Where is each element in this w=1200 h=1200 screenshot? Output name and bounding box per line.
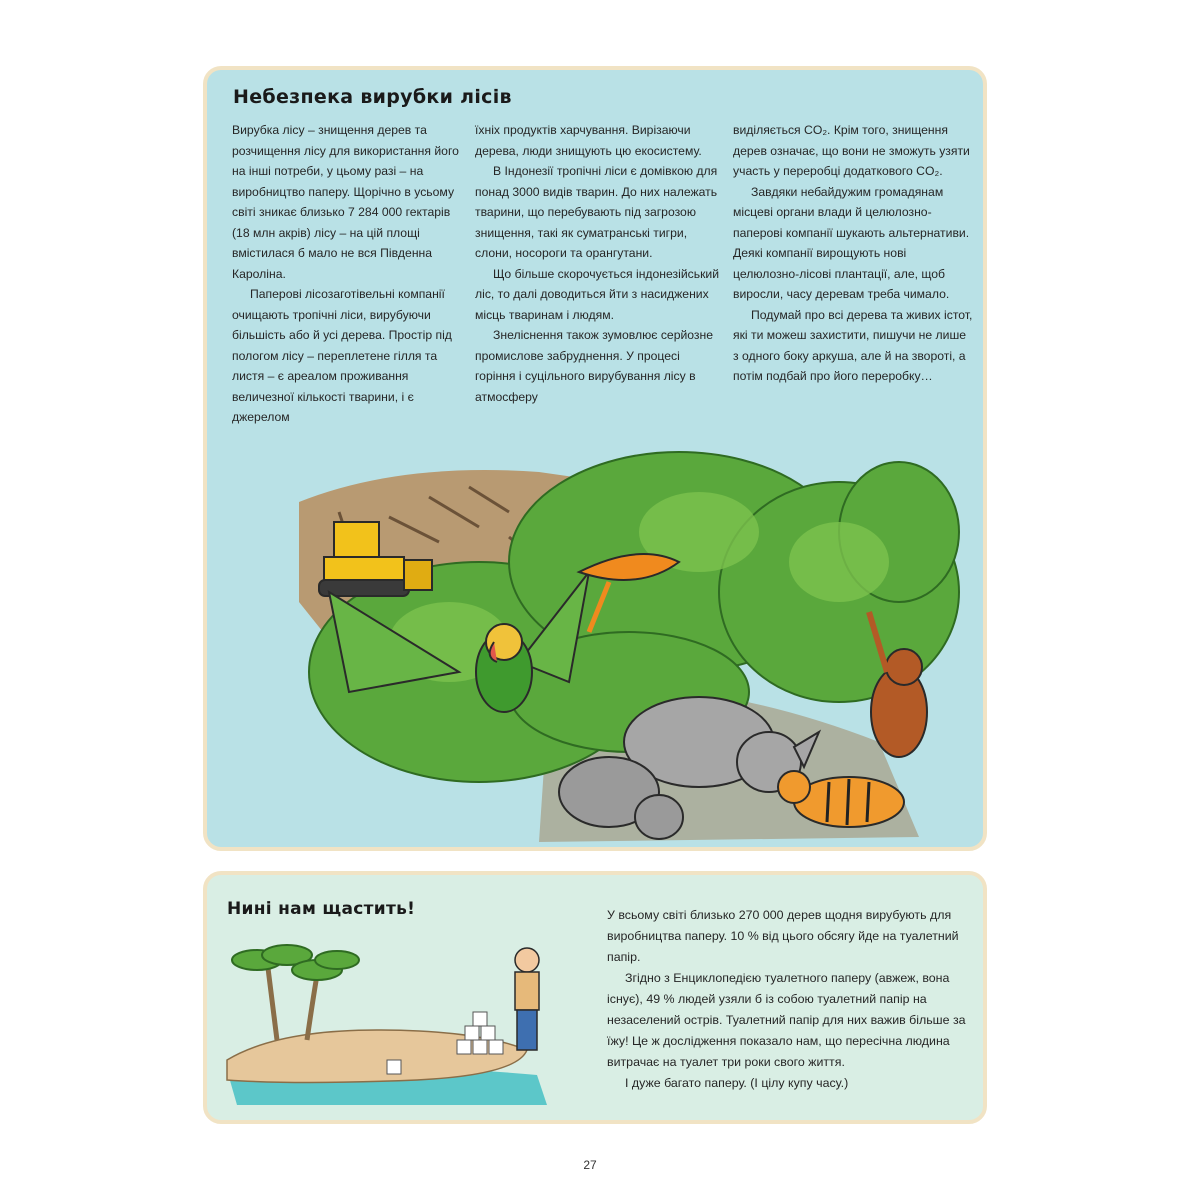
- text-column-3: [733, 120, 973, 387]
- paragraph: Паперові лісозаготівельні компанії очищають тропічні ліси, вирубуючи більшість або й усі дерева. Простір під пологом лісу – переплетене гілля та листя – є ареалом проживання величезної кількості тварини, і є джерелом: [232, 287, 452, 424]
- castaway-person: [515, 948, 539, 1050]
- luck-section-title: Нині нам щастить!: [227, 899, 416, 919]
- paragraph: Подумай про всі дерева та живих істот, які ти можеш захистити, пишучи не лише з одного боку аркуша, але й на звороті, а потім подбай про його переробку…: [733, 307, 973, 383]
- paragraph: Згідно з Енциклопедією туалетного паперу (авжеж, вона існує), 49 % людей узяли б із собою туалетний папір на незаселений острів. Туалетний папір для них важив більше за їжу! Це ж дослідження показало нам, що пересічна людина витрачає на туалет три роки свого життя.: [607, 971, 966, 1069]
- text-column-1: [232, 120, 467, 428]
- forest-section-panel: [203, 66, 987, 851]
- paragraph: Знеліснення також зумовлює серйозне промислове забруднення. У процесі горіння і суцільного вирубування лісу в атмосферу: [475, 328, 714, 404]
- luck-section-text: [607, 905, 967, 1094]
- luck-section-panel: [203, 871, 987, 1124]
- paragraph: їхніх продуктів харчування. Вирізаючи дерева, люди знищують цю екосистему.: [475, 123, 702, 158]
- paragraph: Що більше скорочується індонезійський ліс, то далі доводиться йти з насиджених місць тваринам і людям.: [475, 266, 720, 322]
- palm-trees: [232, 945, 359, 1040]
- page-number: 27: [583, 1158, 597, 1172]
- paragraph: У всьому світі близько 270 000 дерев щодня вирубують для виробництва паперу. 10 % від цього обсягу йде на туалетний папір.: [607, 908, 959, 964]
- paragraph: Завдяки небайдужим громадянам місцеві органи влади й целюлозно-паперові компанії шукають альтернативи. Деякі компанії вирощують нові целюлозно-лісові плантації, але, щоб виросли, часу деревам треба чимало.: [733, 184, 970, 301]
- deforestation-illustration: [279, 442, 979, 847]
- forest-section-title: Небезпека вирубки лісів: [233, 86, 512, 108]
- text-column-2: [475, 120, 720, 407]
- paragraph: В Індонезії тропічні ліси є домівкою для понад 3000 видів тварин. До них належать тварини, що перебувають під загрозою знищення, такі як суматранські тигри, слони, носороги та орангутани.: [475, 164, 718, 260]
- desert-island-illustration: [217, 920, 577, 1110]
- paragraph: Вирубка лісу – знищення дерев та розчищення лісу для використання його на інші потреби, у цьому разі – на виробництво паперу. Щорічно в усьому світі зникає близько 7 284 000 гектарів (18 млн акрів) лісу – на цій площі вмістилася б мало не вся Південна Кароліна.: [232, 123, 459, 281]
- paragraph: виділяється CO₂. Крім того, знищення дерев означає, що вони не зможуть узяти участь у переробці додаткового CO₂.: [733, 123, 970, 178]
- paragraph: І дуже багато паперу. (І цілу купу часу.): [625, 1076, 849, 1090]
